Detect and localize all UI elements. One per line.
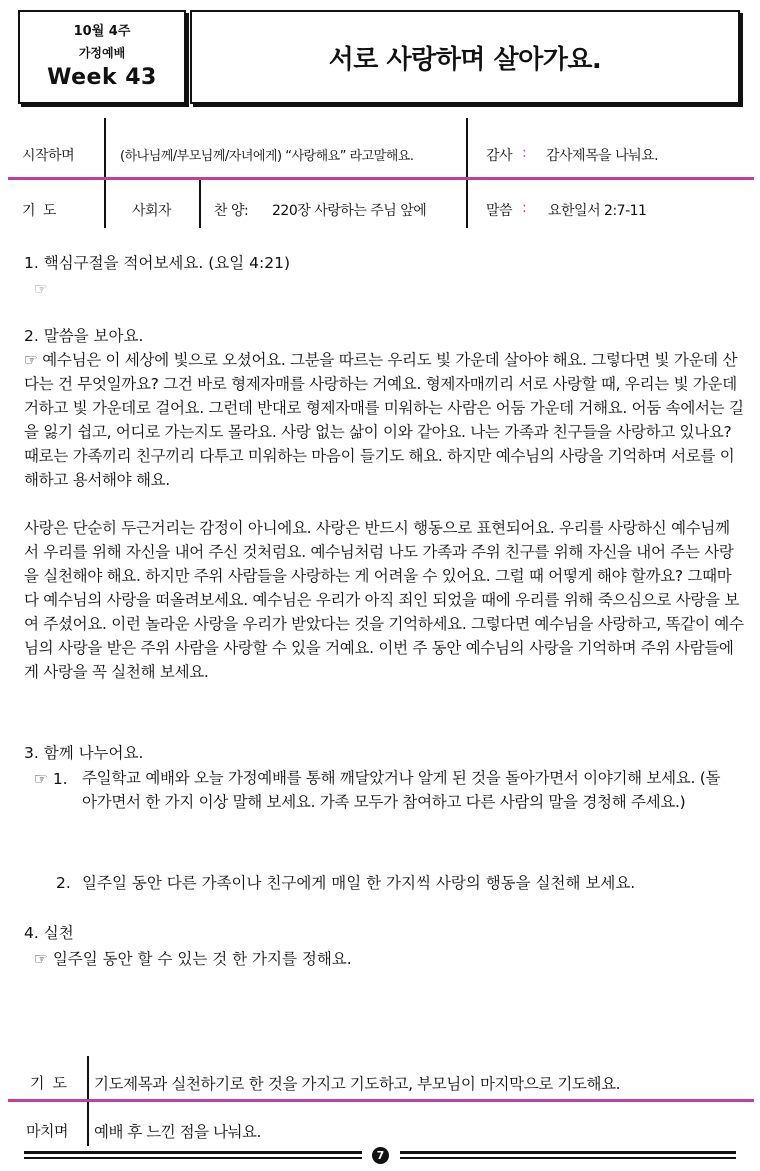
bar-right-top <box>400 1151 736 1154</box>
hymn-text: 220장 사랑하는 주님 앞에 <box>272 203 427 219</box>
section-2-title: 2. 말씀을 보아요. <box>24 327 144 345</box>
divider-v1 <box>104 118 106 228</box>
section-3-question-2: 일주일 동안 다른 가족이나 친구에게 매일 한 가지씩 사랑의 행동을 실천해 보세요. <box>82 874 636 892</box>
section-4-text: ☞ 일주일 동안 할 수 있는 것 한 가지를 정해요. <box>34 950 352 968</box>
footer-close-text: 예배 후 느낀 점을 나눠요. <box>94 1123 261 1141</box>
divider-v3 <box>199 180 201 228</box>
bar-left-bottom <box>24 1157 362 1159</box>
week-label: Week 43 <box>47 65 157 90</box>
week-info-box <box>18 10 186 104</box>
thanks-label: 감사 <box>486 148 513 164</box>
divider-v2 <box>466 118 468 228</box>
section-1-marker: ☞ <box>34 280 48 298</box>
leader-label: 사회자 <box>132 203 172 219</box>
word-colon: : <box>522 200 527 216</box>
section-3-title: 3. 함께 나누어요. <box>24 744 144 762</box>
title-box <box>190 10 740 104</box>
footer-prayer-label: 기 도 <box>30 1074 67 1092</box>
thanks-text: 감사제목을 나눠요. <box>546 148 659 164</box>
section-3-question-1: 주일학교 예배와 오늘 가정예배를 통해 깨달았거나 알게 된 것을 돌아가면서 이야기해 보세요. (돌아가면서 한 가지 이상 말해 보세요. 가족 모두가 참여하고 다른 사람의 말을 경청해 주세요.) <box>82 769 721 811</box>
date-label: 10월 4주 <box>73 24 131 39</box>
section-4-title: 4. 실천 <box>24 924 74 942</box>
start-label: 시작하며 <box>22 148 75 164</box>
pink-divider <box>8 177 754 180</box>
prayer-label: 기 도 <box>22 203 56 219</box>
thanks-colon: : <box>522 145 527 161</box>
footer-pink-divider <box>8 1099 754 1102</box>
page-number: 7 <box>372 1147 389 1164</box>
word-text: 요한일서 2:7-11 <box>548 203 647 219</box>
section-1-title: 1. 핵심구절을 적어보세요. (요일 4:21) <box>24 254 291 272</box>
section-3-question-2-number: 2. <box>56 874 71 892</box>
section-2-paragraph-1: ☞ 예수님은 이 세상에 빛으로 오셨어요. 그분을 따르는 우리도 빛 가운데 살아야 해요. 그렇다면 빛 가운데 산다는 건 무엇일까요? 그건 바로 형제자매를 사랑하는 거예요. 형제자매끼리 서로 사랑할 때, 우리는 빛 가운데 거하고 빛 가운데로 걸어요. 그런데 반대로 형제자매를 미워하는 사람은 어둠 가운데 거해요. 어둠 속에서는 길을 잃기 쉽고, 어디로 가는지도 몰라요. 사랑 없는 삶이 이와 같아요. 나는 가족과 친구들을 사랑하고 있나요? 때로는 가족끼리 친구끼리 다투고 미워하는 마음이 들기도 해요. 하지만 예수님의 사랑을 기억하며 서로를 이해하고 용서해야 해요. <box>24 351 744 489</box>
subtitle-label: 가정예배 <box>78 46 126 60</box>
word-label: 말씀 <box>486 203 513 219</box>
footer-close-label: 마치며 <box>26 1122 68 1140</box>
page-title: 서로 사랑하며 살아가요. <box>328 44 602 75</box>
section-3-marker: ☞ 1. <box>34 770 68 788</box>
start-text: (하나님께/부모님께/자녀에게) “사랑해요” 라고말해요. <box>120 149 414 164</box>
bar-right-bottom <box>400 1157 736 1159</box>
footer-prayer-text: 기도제목과 실천하기로 한 것을 가지고 기도하고, 부모님이 마지막으로 기도해요. <box>94 1075 621 1093</box>
bar-left-top <box>24 1151 362 1154</box>
hymn-label: 찬 양: <box>214 203 249 219</box>
section-2-paragraph-2: 사랑은 단순히 두근거리는 감정이 아니에요. 사랑은 반드시 행동으로 표현되어요. 우리를 사랑하신 예수님께서 우리를 위해 자신을 내어 주신 것처럼요. 예수님처럼 나도 가족과 주위 친구를 위해 자신을 내어 주는 사랑을 실천해야 해요. 하지만 주위 사람들을 사랑하는 게 어려울 수 있어요. 그럴 때 어떻게 해야 할까요? 그때마다 예수님의 사랑을 떠올려보세요. 예수님은 우리가 아직 죄인 되었을 때에 우리를 위해 죽으심으로 사랑을 보여 주셨어요. 이런 놀라운 사랑을 우리가 받았다는 것을 기억하세요. 그렇다면 예수님을 사랑하고, 똑같이 예수님의 사랑을 받은 주위 사람을 사랑할 수 있을 거예요. 이번 주 동안 예수님의 사랑을 기억하며 주위 사람들에게 사랑을 꼭 실천해 보세요. <box>24 519 744 681</box>
